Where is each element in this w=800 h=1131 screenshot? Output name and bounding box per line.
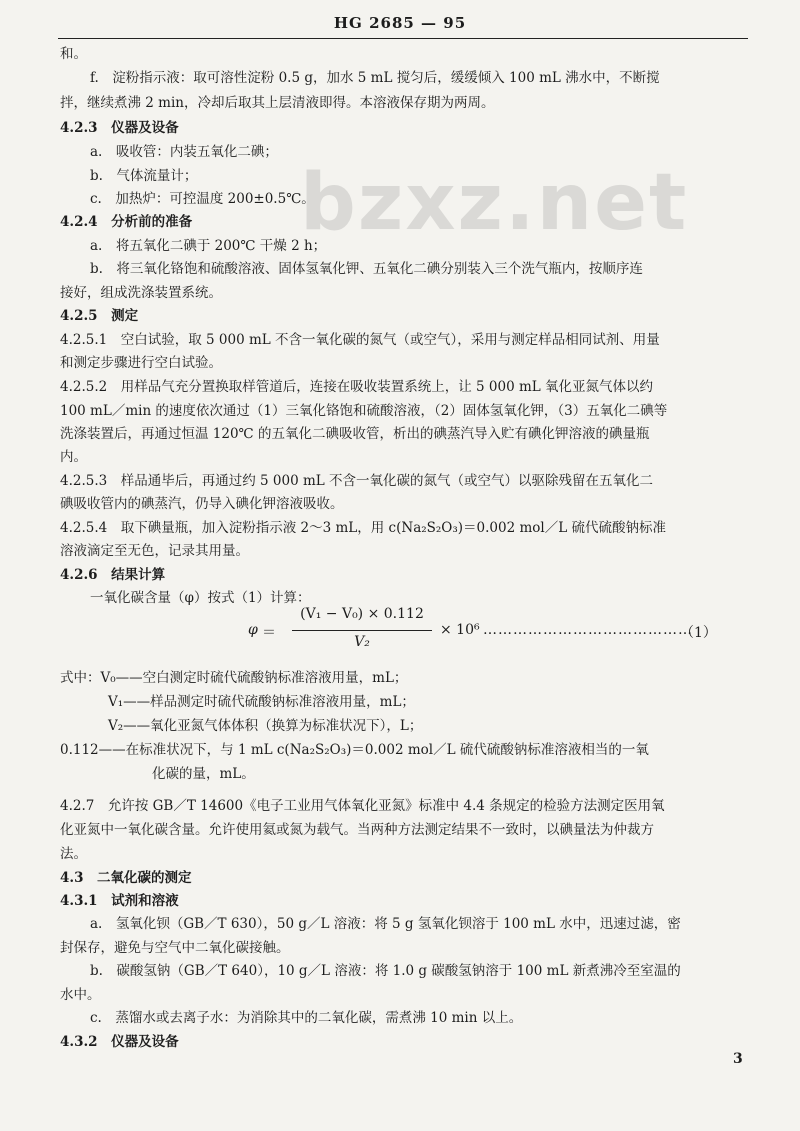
text-line: 4.2.5.1 空白试验，取 5 000 mL 不含一氧化碳的氮气（或空气），采用与测定样品相同试剂、用量	[60, 332, 660, 348]
text-line: 法。	[60, 846, 87, 862]
text-line: 溶液滴定至无色，记录其用量。	[60, 543, 249, 559]
variable-definition: V₁——样品测定时硫代硫酸钠标准溶液用量，mL；	[108, 694, 415, 710]
formula-denominator: V₂	[354, 634, 370, 650]
text-line: 内。	[60, 449, 87, 465]
text-line: 和测定步骤进行空白试验。	[60, 355, 222, 371]
text-line: 接好，组成洗涤装置系统。	[60, 285, 222, 301]
text-line: 封保存，避免与空气中二氧化碳接触。	[60, 940, 290, 956]
variable-definition: 0.112——在标准状况下，与 1 mL c(Na₂S₂O₃)＝0.002 mol／L 硫代硫酸钠标准溶液相当的一氧	[60, 742, 649, 758]
text-line: 化亚氮中一氧化碳含量。允许使用氦或氮为载气。当两种方法测定结果不一致时，以碘量法为仲裁方	[60, 822, 654, 838]
text-line: 一氧化碳含量（φ）按式（1）计算：	[90, 590, 311, 606]
text-line: 拌，继续煮沸 2 min，冷却后取其上层清液即得。本溶液保存期为两周。	[60, 95, 495, 111]
text-line: 碘吸收管内的碘蒸汽，仍导入碘化钾溶液吸收。	[60, 496, 344, 512]
section-heading: 4.2.3 仪器及设备	[60, 120, 179, 136]
text-line: b. 将三氧化铬饱和硫酸溶液、固体氢氧化钾、五氧化二碘分别装入三个洗气瓶内，按顺序连	[90, 261, 643, 277]
section-heading: 4.3.1 试剂和溶液	[60, 893, 179, 909]
formula-multiplier: × 10⁶	[440, 622, 480, 638]
formula-lhs: φ	[248, 622, 258, 638]
text-line: 4.2.7 允许按 GB／T 14600《电子工业用气体氧化亚氮》标准中 4.4 条规定的检验方法测定医用氧	[60, 798, 665, 814]
text-line: f. 淀粉指示液：取可溶性淀粉 0.5 g，加水 5 mL 搅匀后，缓缓倾入 100 mL 沸水中，不断搅	[90, 70, 660, 86]
section-heading: 4.3.2 仪器及设备	[60, 1034, 179, 1050]
variable-definition: 式中：V₀——空白测定时硫代硫酸钠标准溶液用量，mL；	[60, 670, 408, 686]
text-line: 4.2.5.3 样品通毕后，再通过约 5 000 mL 不含一氧化碳的氮气（或空气）以驱除残留在五氧化二	[60, 473, 654, 489]
text-line: 4.2.5.2 用样品气充分置换取样管道后，连接在吸收装置系统上，让 5 000 mL 氧化亚氮气体以约	[60, 379, 654, 395]
variable-definition: V₂——氧化亚氮气体体积（换算为标准状况下），L；	[108, 718, 423, 734]
text-line: a. 吸收管：内装五氧化二碘；	[90, 144, 278, 160]
section-heading: 4.3 二氧化碳的测定	[60, 870, 192, 886]
formula-number: （1）	[680, 625, 717, 641]
text-line: 洗涤装置后，再通过恒温 120℃ 的五氧化二碘吸收管，析出的碘蒸汽导入贮有碘化钾溶液的碘量瓶	[60, 426, 650, 442]
section-heading: 4.2.4 分析前的准备	[60, 214, 193, 230]
standard-number-header: HG 2685 — 95	[333, 14, 467, 32]
text-line: 水中。	[60, 987, 101, 1003]
variable-definition: 化碳的量，mL。	[152, 766, 255, 782]
section-heading: 4.2.5 测定	[60, 308, 139, 324]
text-line: b. 碳酸氢钠（GB／T 640），10 g／L 溶液：将 1.0 g 碳酸氢钠溶于 100 mL 新煮沸冷至室温的	[90, 963, 681, 979]
text-line: 100 mL／min 的速度依次通过（1）三氧化铬饱和硫酸溶液，（2）固体氢氧化钾，（3）五氧化二碘等	[60, 403, 668, 419]
formula-1	[248, 606, 748, 656]
header-rule	[58, 38, 748, 39]
watermark: bzxz.net	[300, 158, 689, 248]
text-line: 4.2.5.4 取下碘量瓶，加入淀粉指示液 2～3 mL，用 c(Na₂S₂O₃)＝0.002 mol／L 硫代硫酸钠标准	[60, 520, 666, 536]
text-line: 和。	[60, 46, 87, 62]
page-number: 3	[733, 1051, 743, 1067]
formula-numerator: (V₁ − V₀) × 0.112	[300, 606, 424, 622]
fraction-bar	[292, 630, 432, 631]
text-line: c. 蒸馏水或去离子水：为消除其中的二氧化碳，需煮沸 10 min 以上。	[90, 1010, 523, 1026]
text-line: b. 气体流量计；	[90, 168, 198, 184]
text-line: c. 加热炉：可控温度 200±0.5℃。	[90, 191, 315, 207]
formula-leader-dots: ……………………………………	[483, 622, 693, 638]
formula-equals: ＝	[262, 625, 276, 641]
text-line: a. 将五氧化二碘于 200℃ 干燥 2 h；	[90, 238, 327, 254]
text-line: a. 氢氧化钡（GB／T 630），50 g／L 溶液：将 5 g 氢氧化钡溶于 100 mL 水中，迅速过滤，密	[90, 916, 681, 932]
section-heading: 4.2.6 结果计算	[60, 567, 166, 583]
